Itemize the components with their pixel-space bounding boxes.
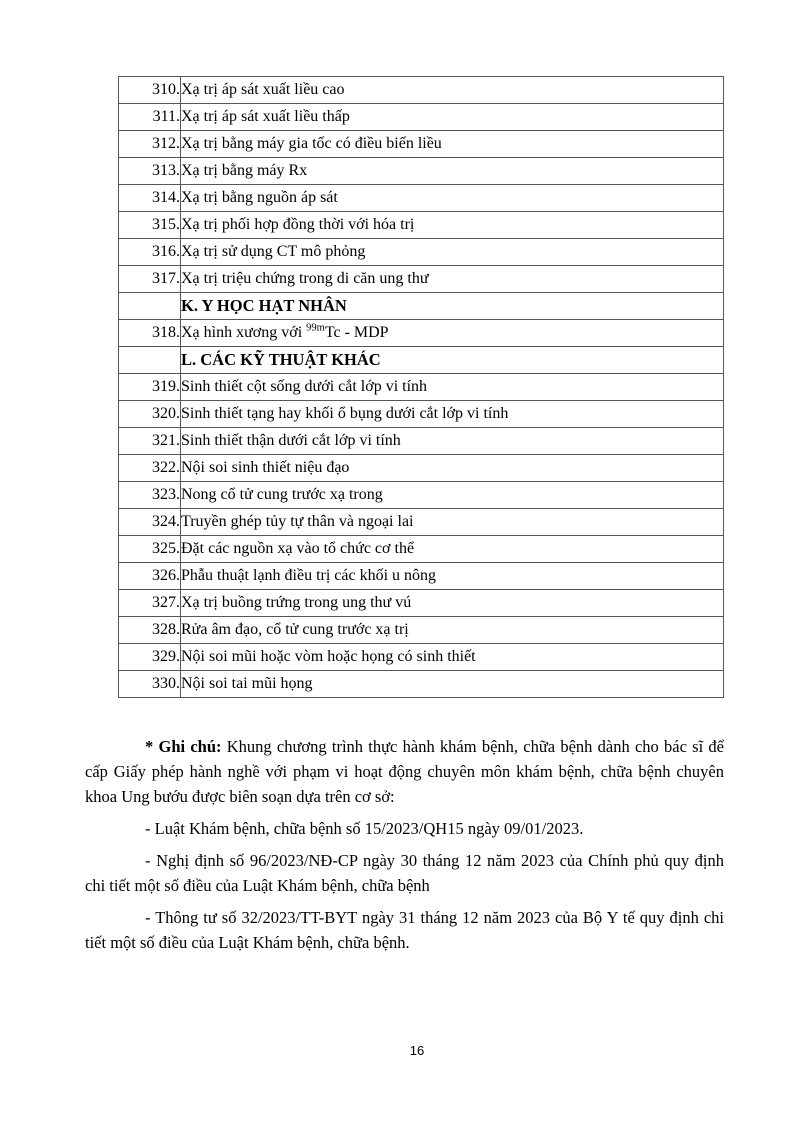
row-label-cell: Truyền ghép tủy tự thân và ngoại lai [181, 509, 724, 536]
table-row [119, 185, 724, 212]
row-label-cell: Xạ trị triệu chứng trong di căn ung thư [181, 266, 724, 293]
row-number-cell: 324. [119, 509, 181, 536]
row-number-cell [119, 347, 181, 374]
row-label-cell: Đặt các nguồn xạ vào tổ chức cơ thể [181, 536, 724, 563]
table-row [119, 77, 724, 104]
row-number-cell: 325. [119, 536, 181, 563]
row-label-cell: Nội soi mũi hoặc vòm hoặc họng có sinh thiết [181, 644, 724, 671]
row-label-cell: Xạ trị bằng máy Rx [181, 158, 724, 185]
row-number-cell: 323. [119, 482, 181, 509]
row-number-cell: 314. [119, 185, 181, 212]
table-row [119, 644, 724, 671]
row-number-cell: 320. [119, 401, 181, 428]
row-label-cell: Xạ trị buồng trứng trong ung thư vú [181, 590, 724, 617]
section-row [119, 293, 724, 320]
row-label-cell: Xạ trị phối hợp đồng thời với hóa trị [181, 212, 724, 239]
row-label-cell: Xạ trị bằng máy gia tốc có điều biến liều [181, 131, 724, 158]
row-number-cell: 326. [119, 563, 181, 590]
row-label-cell: Xạ trị áp sát xuất liều thấp [181, 104, 724, 131]
row-label-cell: Sinh thiết cột sống dưới cắt lớp vi tính [181, 374, 724, 401]
note-bold-label: * Ghi chú: [145, 737, 222, 756]
row-number-cell: 316. [119, 239, 181, 266]
procedures-table [118, 76, 724, 698]
table-row [119, 104, 724, 131]
row-label-cell: Sinh thiết tạng hay khối ổ bụng dưới cắt lớp vi tính [181, 401, 724, 428]
page-footer [17, 1043, 800, 1058]
table-row [119, 617, 724, 644]
row-number-cell [119, 293, 181, 320]
row-number-cell: 319. [119, 374, 181, 401]
table-row [119, 212, 724, 239]
table-row [119, 536, 724, 563]
table-row [119, 320, 724, 347]
table-row [119, 509, 724, 536]
table-row [119, 482, 724, 509]
row-number-cell: 318. [119, 320, 181, 347]
table-row [119, 455, 724, 482]
section-header-cell: L. CÁC KỸ THUẬT KHÁC [181, 347, 724, 374]
table-row [119, 590, 724, 617]
superscript-text: 99m [306, 322, 325, 334]
row-number-cell: 311. [119, 104, 181, 131]
table-row [119, 671, 724, 698]
section-header-cell: K. Y HỌC HẠT NHÂN [181, 293, 724, 320]
page-number: 16 [409, 1043, 425, 1058]
table-row [119, 428, 724, 455]
row-label-cell: Sinh thiết thận dưới cắt lớp vi tính [181, 428, 724, 455]
row-number-cell: 330. [119, 671, 181, 698]
procedures-table-body [119, 77, 724, 698]
row-number-cell: 312. [119, 131, 181, 158]
table-row [119, 158, 724, 185]
row-number-cell: 322. [119, 455, 181, 482]
row-number-cell: 329. [119, 644, 181, 671]
table-row [119, 239, 724, 266]
table-row [119, 266, 724, 293]
note-paragraph: * Ghi chú: Khung chương trình thực hành khám bệnh, chữa bệnh dành cho bác sĩ để cấp Giấy phép hành nghề với phạm vi hoạt động chuyên môn khám bệnh, chữa bệnh chuyên khoa Ung bướu được biên soạn dựa trên cơ sở: [85, 737, 724, 806]
note-paragraph: - Thông tư số 32/2023/TT-BYT ngày 31 tháng 12 năm 2023 của Bộ Y tế quy định chi tiết một số điều của Luật Khám bệnh, chữa bệnh. [85, 908, 724, 952]
row-label-cell: Phẫu thuật lạnh điều trị các khối u nông [181, 563, 724, 590]
note-paragraph: - Luật Khám bệnh, chữa bệnh số 15/2023/QH15 ngày 09/01/2023. [145, 819, 584, 838]
table-row [119, 563, 724, 590]
table-row [119, 374, 724, 401]
row-label-cell: Xạ trị sử dụng CT mô phỏng [181, 239, 724, 266]
row-number-cell: 317. [119, 266, 181, 293]
notes [85, 734, 724, 962]
row-number-cell: 310. [119, 77, 181, 104]
row-label-cell: Xạ trị áp sát xuất liều cao [181, 77, 724, 104]
row-label-cell: Nội soi sinh thiết niệu đạo [181, 455, 724, 482]
row-label-cell: Xạ trị bằng nguồn áp sát [181, 185, 724, 212]
note-paragraph: - Nghị định số 96/2023/NĐ-CP ngày 30 tháng 12 năm 2023 của Chính phủ quy định chi tiết một số điều của Luật Khám bệnh, chữa bệnh [85, 851, 724, 895]
row-label-cell: Rửa âm đạo, cổ tử cung trước xạ trị [181, 617, 724, 644]
row-label-cell: Nội soi tai mũi họng [181, 671, 724, 698]
row-label-cell: Xạ hình xương với $^{99m}$Tc - MDP [181, 320, 724, 347]
row-number-cell: 327. [119, 590, 181, 617]
table-row [119, 401, 724, 428]
row-number-cell: 328. [119, 617, 181, 644]
table-row [119, 131, 724, 158]
row-label-cell: Nong cổ tử cung trước xạ trong [181, 482, 724, 509]
section-row [119, 347, 724, 374]
row-number-cell: 315. [119, 212, 181, 239]
row-number-cell: 313. [119, 158, 181, 185]
row-number-cell: 321. [119, 428, 181, 455]
